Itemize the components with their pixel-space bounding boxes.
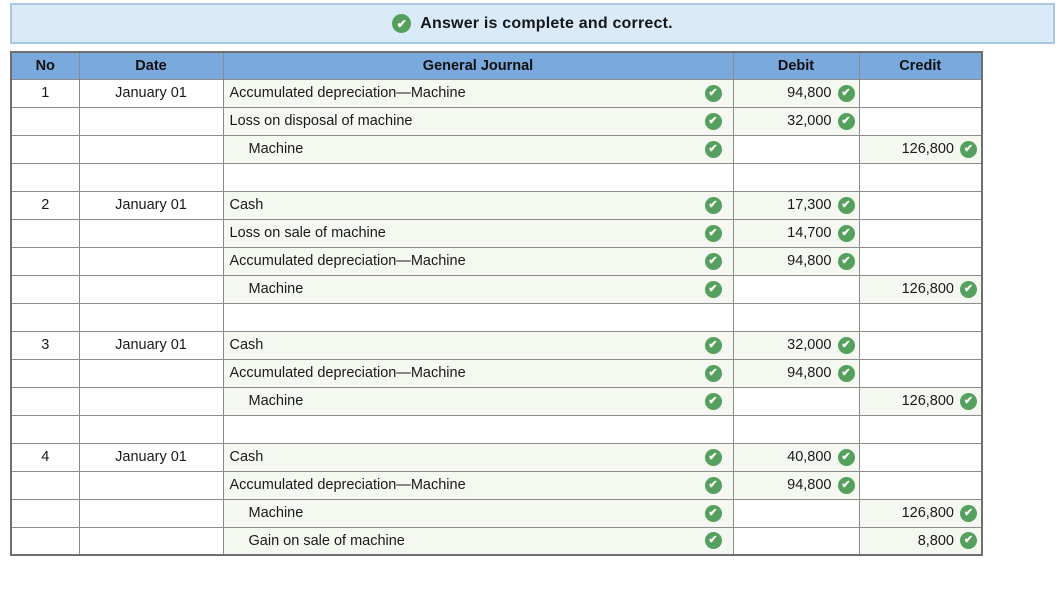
entry-date-cell (79, 135, 223, 163)
entry-no-cell: 3 (11, 331, 79, 359)
amount-value: 126,800 (901, 393, 954, 409)
debit-cell (733, 359, 859, 387)
entry-date-cell: January 01 (79, 443, 223, 471)
amount-value: 94,800 (787, 365, 832, 381)
entry-date-cell (79, 247, 223, 275)
header-debit: Debit (733, 52, 859, 79)
account-name: Cash (229, 449, 264, 465)
debit-cell (733, 191, 859, 219)
account-cell (223, 135, 733, 163)
general-journal-table (10, 51, 983, 556)
green-check-circle-icon: ✔ (392, 14, 411, 33)
amount-value: 94,800 (787, 253, 832, 269)
header-credit: Credit (859, 52, 982, 79)
credit-cell (859, 443, 982, 471)
account-name: Accumulated depreciation—Machine (229, 365, 466, 381)
entry-date-cell (79, 527, 223, 555)
entry-date-cell: January 01 (79, 79, 223, 107)
answer-status-banner (10, 3, 1055, 44)
account-name: Accumulated depreciation—Machine (229, 85, 466, 101)
journal-header-row (11, 52, 982, 79)
debit-cell (733, 107, 859, 135)
account-cell (223, 163, 733, 191)
entry-date-cell (79, 359, 223, 387)
correct-check-icon: ✔ (705, 197, 722, 214)
account-name: Loss on sale of machine (229, 225, 386, 241)
credit-cell (859, 247, 982, 275)
debit-cell (733, 219, 859, 247)
account-cell (223, 79, 733, 107)
credit-cell (859, 527, 982, 555)
account-cell (223, 303, 733, 331)
account-name: Accumulated depreciation—Machine (229, 477, 466, 493)
journal-row (11, 359, 982, 387)
credit-cell (859, 303, 982, 331)
credit-cell (859, 107, 982, 135)
debit-cell (733, 79, 859, 107)
journal-row (11, 275, 982, 303)
account-cell (223, 359, 733, 387)
account-name: Gain on sale of machine (248, 532, 405, 549)
amount-value: 32,000 (787, 337, 832, 353)
account-cell (223, 471, 733, 499)
answer-status-text: Answer is complete and correct. (420, 14, 673, 32)
journal-row (11, 471, 982, 499)
credit-cell (859, 275, 982, 303)
debit-cell (733, 527, 859, 555)
entry-date-cell (79, 275, 223, 303)
journal-row (11, 443, 982, 471)
correct-check-icon: ✔ (838, 85, 855, 102)
entry-no-cell (11, 163, 79, 191)
account-name: Machine (248, 281, 304, 297)
debit-cell (733, 499, 859, 527)
correct-check-icon: ✔ (705, 281, 722, 298)
entry-no-cell (11, 359, 79, 387)
amount-value: 94,800 (787, 85, 832, 101)
account-cell (223, 387, 733, 415)
credit-cell (859, 191, 982, 219)
entry-no-cell (11, 107, 79, 135)
header-no: No (11, 52, 79, 79)
correct-check-icon: ✔ (705, 477, 722, 494)
correct-check-icon: ✔ (960, 393, 977, 410)
correct-check-icon: ✔ (838, 197, 855, 214)
spacer-row (11, 163, 982, 191)
account-cell (223, 499, 733, 527)
correct-check-icon: ✔ (838, 225, 855, 242)
entry-no-cell (11, 219, 79, 247)
amount-value: 126,800 (901, 141, 954, 157)
entry-date-cell (79, 499, 223, 527)
entry-no-cell (11, 275, 79, 303)
correct-check-icon: ✔ (705, 449, 722, 466)
account-name: Loss on disposal of machine (229, 113, 413, 129)
journal-table-body (11, 79, 982, 555)
correct-check-icon: ✔ (838, 365, 855, 382)
debit-cell (733, 247, 859, 275)
entry-no-cell (11, 135, 79, 163)
credit-cell (859, 359, 982, 387)
account-name: Machine (248, 141, 304, 157)
account-cell (223, 275, 733, 303)
entry-no-cell: 4 (11, 443, 79, 471)
debit-cell (733, 387, 859, 415)
entry-no-cell: 1 (11, 79, 79, 107)
credit-cell (859, 163, 982, 191)
entry-no-cell (11, 499, 79, 527)
journal-row (11, 135, 982, 163)
amount-value: 126,800 (901, 505, 954, 521)
account-name: Accumulated depreciation—Machine (229, 253, 466, 269)
credit-cell (859, 135, 982, 163)
journal-row (11, 219, 982, 247)
amount-value: 8,800 (917, 532, 954, 549)
amount-value: 14,700 (787, 225, 832, 241)
correct-check-icon: ✔ (838, 113, 855, 130)
entry-date-cell (79, 471, 223, 499)
entry-date-cell (79, 219, 223, 247)
journal-row (11, 247, 982, 275)
correct-check-icon: ✔ (705, 141, 722, 158)
journal-row (11, 107, 982, 135)
amount-value: 40,800 (787, 449, 832, 465)
credit-cell (859, 387, 982, 415)
correct-check-icon: ✔ (838, 449, 855, 466)
debit-cell (733, 275, 859, 303)
entry-date-cell: January 01 (79, 191, 223, 219)
correct-check-icon: ✔ (960, 505, 977, 522)
amount-value: 94,800 (787, 477, 832, 493)
credit-cell (859, 471, 982, 499)
correct-check-icon: ✔ (960, 532, 977, 549)
account-cell (223, 331, 733, 359)
correct-check-icon: ✔ (705, 225, 722, 242)
correct-check-icon: ✔ (705, 505, 722, 522)
spacer-row (11, 415, 982, 443)
amount-value: 17,300 (787, 197, 832, 213)
credit-cell (859, 79, 982, 107)
credit-cell (859, 415, 982, 443)
entry-no-cell (11, 303, 79, 331)
spacer-row (11, 303, 982, 331)
entry-no-cell (11, 471, 79, 499)
correct-check-icon: ✔ (705, 113, 722, 130)
correct-check-icon: ✔ (960, 141, 977, 158)
account-name: Machine (248, 393, 304, 409)
correct-check-icon: ✔ (705, 85, 722, 102)
correct-check-icon: ✔ (705, 393, 722, 410)
account-name: Machine (248, 505, 304, 521)
entry-date-cell (79, 415, 223, 443)
credit-cell (859, 219, 982, 247)
correct-check-icon: ✔ (705, 253, 722, 270)
correct-check-icon: ✔ (960, 281, 977, 298)
account-cell (223, 219, 733, 247)
entry-date-cell (79, 163, 223, 191)
general-journal-table-container (10, 51, 983, 556)
correct-check-icon: ✔ (838, 337, 855, 354)
entry-no-cell (11, 387, 79, 415)
journal-row (11, 79, 982, 107)
correct-check-icon: ✔ (705, 532, 722, 549)
debit-cell (733, 163, 859, 191)
credit-cell (859, 499, 982, 527)
entry-no-cell: 2 (11, 191, 79, 219)
account-cell (223, 443, 733, 471)
entry-date-cell (79, 303, 223, 331)
entry-date-cell (79, 387, 223, 415)
debit-cell (733, 471, 859, 499)
debit-cell (733, 443, 859, 471)
debit-cell (733, 415, 859, 443)
correct-check-icon: ✔ (705, 365, 722, 382)
account-name: Cash (229, 337, 264, 353)
entry-no-cell (11, 415, 79, 443)
account-cell (223, 107, 733, 135)
journal-row (11, 331, 982, 359)
journal-row (11, 527, 982, 555)
header-date: Date (79, 52, 223, 79)
entry-no-cell (11, 247, 79, 275)
entry-date-cell (79, 107, 223, 135)
amount-value: 32,000 (787, 113, 832, 129)
credit-cell (859, 331, 982, 359)
header-general-journal: General Journal (223, 52, 733, 79)
debit-cell (733, 331, 859, 359)
debit-cell (733, 303, 859, 331)
correct-check-icon: ✔ (705, 337, 722, 354)
journal-row (11, 191, 982, 219)
correct-check-icon: ✔ (838, 253, 855, 270)
account-cell (223, 415, 733, 443)
correct-check-icon: ✔ (838, 477, 855, 494)
journal-row (11, 499, 982, 527)
account-cell (223, 191, 733, 219)
account-name: Cash (229, 197, 264, 213)
entry-date-cell: January 01 (79, 331, 223, 359)
journal-row (11, 387, 982, 415)
account-cell (223, 247, 733, 275)
amount-value: 126,800 (901, 281, 954, 297)
debit-cell (733, 135, 859, 163)
account-cell (223, 527, 733, 555)
entry-no-cell (11, 527, 79, 555)
